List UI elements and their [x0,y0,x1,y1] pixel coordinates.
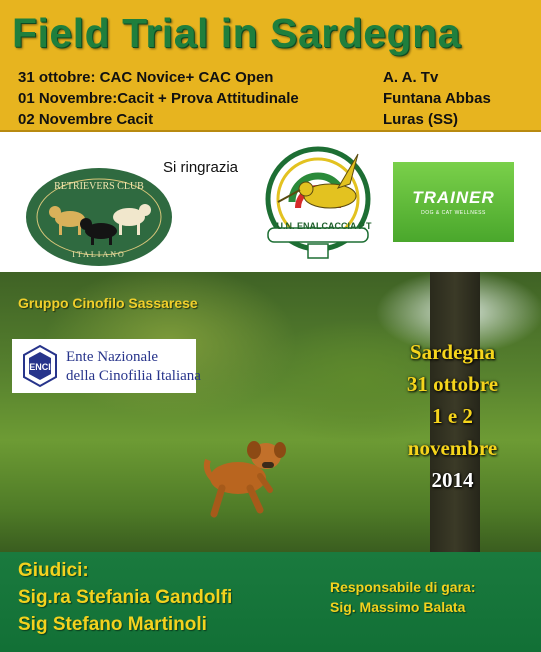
retrievers-club-bottom-text: ITALIANO [72,250,126,259]
enalcaccia-bird-logo [258,144,380,262]
venue-line: Luras (SS) [383,111,459,128]
schedule-line: 31 ottobre: CAC Novice+ CAC Open [18,69,274,86]
hero-photo [0,272,541,552]
trainer-logo [393,162,514,242]
running-dog-image [200,430,300,522]
schedule-line: 02 Novembre Cacit [18,111,154,128]
enci-logo [12,339,201,393]
judges-label: Giudici: [18,560,89,581]
event-dates [370,336,535,496]
sponsors-section [0,132,541,272]
dates-line: 1 e 2 [432,404,473,428]
retrievers-club-logo [25,167,173,267]
schedule-line: 01 Novembre:Cacit + Prova Attitudinale [18,90,299,107]
dates-line: Sardegna [409,340,496,364]
enci-name-line1: Ente Nazionale [66,349,159,365]
venue-line: A. A. Tv [383,69,439,86]
dates-year: 2014 [431,468,474,492]
svg-text:ENCI: ENCI [29,362,51,372]
enalcaccia-label: U.N. ENALCACCIA P.T [276,221,372,231]
group-name: Gruppo Cinofilo Sassarese [18,295,198,311]
responsible-label: Responsabile di gara: [330,579,476,595]
enci-emblem [20,344,60,388]
judges-block [18,557,232,638]
retrievers-club-top-text: RETRIEVERS CLUB [54,181,144,192]
dates-line: novembre [407,436,498,460]
enci-name-line2: della Cinofilia Italiana [66,368,201,384]
footer-banner [0,552,541,652]
trainer-word: TRAINER [412,188,495,207]
venue-line: Funtana Abbas [383,90,491,107]
responsible-name: Sig. Massimo Balata [330,599,466,615]
judge-name: Sig Stefano Martinoli [18,614,207,635]
event-title: Field Trial in Sardegna [12,10,461,56]
judge-name: Sig.ra Stefania Gandolfi [18,587,233,608]
dummy-toy [262,462,274,468]
dates-line: 31 ottobre [406,372,499,396]
venue-info [383,67,491,130]
responsible-block [330,577,475,617]
thanks-label: Si ringrazia [163,159,239,176]
trainer-subtitle: DOG & CAT WELLNESS [421,210,486,216]
header-banner [0,0,541,130]
schedule-list [18,67,299,130]
